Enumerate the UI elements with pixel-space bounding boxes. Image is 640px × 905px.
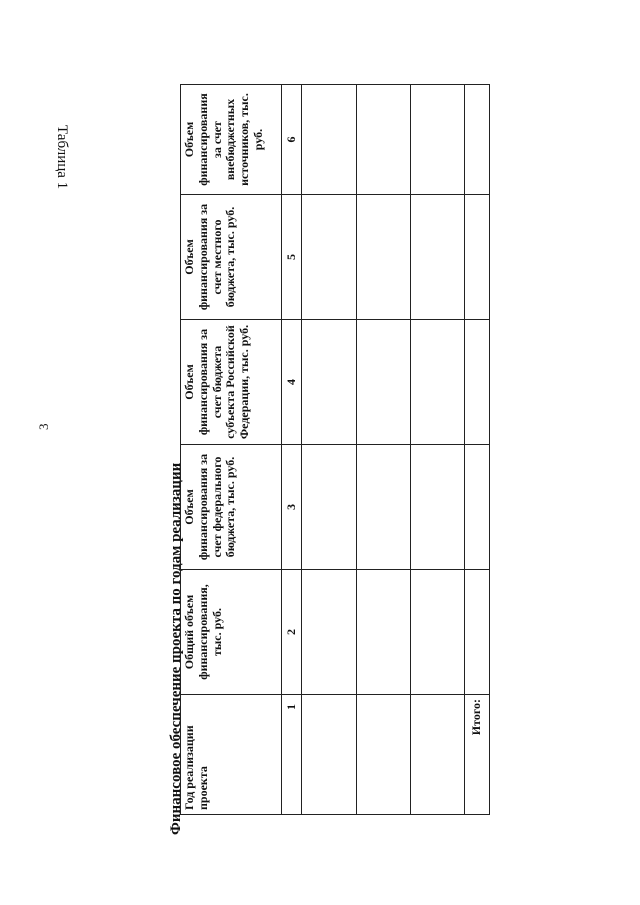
table-cell xyxy=(411,195,465,320)
column-number: 6 xyxy=(282,85,302,195)
header-regional-budget: Объем финансирования за счет бюджета субъекта Российской Федерации, тыс. руб. xyxy=(181,320,282,445)
table-cell xyxy=(302,320,356,445)
table-cell xyxy=(411,320,465,445)
header-row xyxy=(181,85,282,815)
table-cell xyxy=(356,85,410,195)
column-number: 3 xyxy=(282,445,302,570)
finance-table-container xyxy=(180,93,490,815)
table-row xyxy=(356,85,410,815)
header-extrabudgetary: Объем финансирования за счет внебюджетных источников, тыс. руб. xyxy=(181,85,282,195)
table-cell xyxy=(302,445,356,570)
table-cell xyxy=(356,445,410,570)
table-cell xyxy=(302,570,356,695)
table-cell xyxy=(302,195,356,320)
table-cell xyxy=(411,445,465,570)
column-number: 2 xyxy=(282,570,302,695)
header-year: Год реализации проекта xyxy=(181,695,282,815)
column-number: 4 xyxy=(282,320,302,445)
finance-table xyxy=(180,84,490,815)
total-row xyxy=(465,85,490,815)
table-cell xyxy=(411,570,465,695)
table-cell xyxy=(411,695,465,815)
table-cell xyxy=(356,695,410,815)
table-cell xyxy=(356,320,410,445)
document-title: Финансовое обеспечение проекта по годам реализации xyxy=(168,462,184,835)
header-total-funding: Общий объем финансирования, тыс. руб. xyxy=(181,570,282,695)
table-row xyxy=(411,85,465,815)
table-cell xyxy=(356,195,410,320)
table-label: Таблица 1 xyxy=(54,125,70,190)
table-cell xyxy=(356,570,410,695)
table-cell xyxy=(411,85,465,195)
header-local-budget: Объем финансирования за счет местного бюджета, тыс. руб. xyxy=(181,195,282,320)
column-number: 1 xyxy=(282,695,302,815)
header-federal-budget: Объем финансирования за счет федерального бюджета, тыс. руб. xyxy=(181,445,282,570)
table-cell xyxy=(465,85,490,195)
table-cell xyxy=(302,85,356,195)
table-row xyxy=(302,85,356,815)
page-number: 3 xyxy=(36,423,51,430)
total-label: Итого: xyxy=(465,695,490,815)
table-cell xyxy=(302,695,356,815)
table-cell xyxy=(465,445,490,570)
column-number-row xyxy=(282,85,302,815)
table-cell xyxy=(465,570,490,695)
table-cell xyxy=(465,320,490,445)
table-cell xyxy=(465,195,490,320)
column-number: 5 xyxy=(282,195,302,320)
